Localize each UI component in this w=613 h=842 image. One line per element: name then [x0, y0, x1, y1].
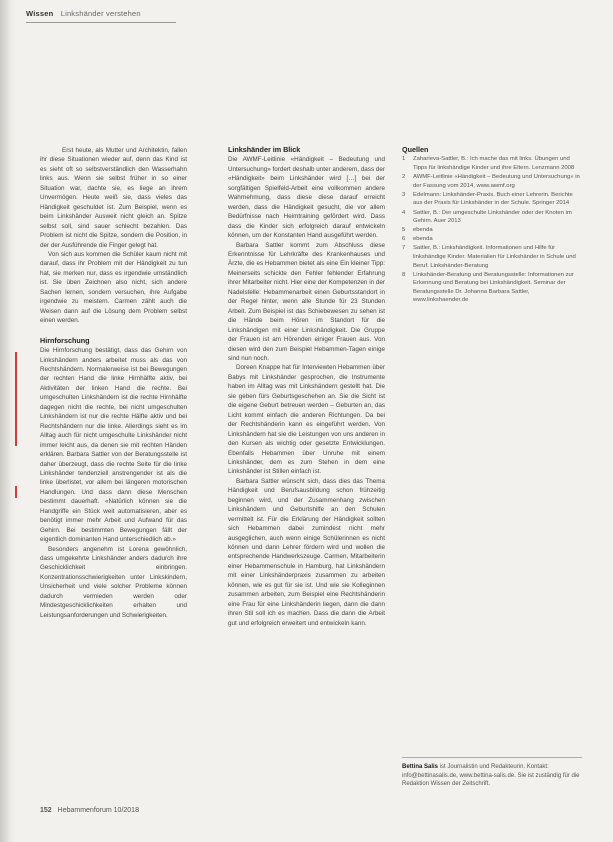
- paragraph: Erst heute, als Mutter und Architektin, fallen ihr diese Situationen wieder auf, denn das Kind ist es sieht oft so selbstverständlich den Wasserhahn links aus. Wenn sie selbst früher in so einer Situation war, dachte sie, es liege an ihrem Unvermögen. Heute weiß sie, dass vieles das Händigkeit geschuldet ist. Zum Beispiel, wenn es beim Linkshänder Ausweit nicht gleich an. Spitze selbst soll, sind sauer schlecht bezahlen. Das Problem ist nicht die Spitze, sondern die Position, in der der Ausführende die Finger gelegt hat.: [40, 147, 187, 249]
- author-box: [402, 763, 582, 789]
- reference-item: 5 ebenda: [402, 227, 433, 234]
- reference-item: 7 Sattler, B.: Linkshändigkeit. Informationen und Hilfe für linkshändige Kinder. Materialien für Linkshänder in Schule und Beruf. Linkshänder-Beratung: [402, 245, 576, 269]
- reference-item: 8 Linkshänder-Beratung und Beratungsstelle: Informationen zur Erkennung und Beratung bei Linkshändigkeit. Seminar der Beratungsstelle Dr. Johanna Barbara Sattler, www.linkshaender.de: [402, 271, 574, 304]
- paragraph: Die Hirnforschung bestätigt, dass das Gehirn von Linkshändern anders arbeitet muss als das von Rechtshändern. Normalerweise ist bei Bewegungen der rechten Hand die linke Hirnhälfte aktiv, bei Aktivitäten der linken Hand die rechte. Bei umgeschulten Linkshändern ist die rechte Hirnhälfte dagegen nicht die rechte, bei nicht umgeschulten Linkshändern ist nur die rechte Hälfte aktiv und bei Rechtshändern nur die linke. Allerdings sieht es im Alltag auch für nicht umgeschulte Linkshänder nicht immer leicht aus, da denen sie mit rechten Händen erklären. Barbara Sattler von der Beratungsstelle ist daher überzeugt, dass die rechte Seite für die linke Linkshänder tendenziell anstrengender ist als die linke überlistet, vor allem bei längeren motorischen Handlungen. Und dass dann diese Menschen bestimmt dauerhaft. «Natürlich können sie die Handgriffe ein Stück weit automatisieren, aber es benötigt immer mehr Arbeit und Aufwand für das Gehirn. Bei bestimmten Bewegungen fällt der eigentlich dominanten Hand unterschiedlich ab.»: [40, 347, 187, 544]
- paragraph: Die AWMF-Leitlinie «Händigkeit – Bedeutung und Untersuchung» fordert deshalb unter anderem, dass der «Händigkeit» beim Linkshänder wird […] bei der sorgfältigen Spielfeld-Arbeit eine vollkommen andere Wahrnehmung, dass diese diese darauf erreicht werden, dass die Händigkeit gesucht, die vor allem Bedürfnisse nach Heimtraining gefördert wird. Dass dass die Kinder sich erfolgreich darauf entwickeln können, um der Konstanten Hand ausgeführt werden.: [228, 156, 385, 240]
- reference-item: 4 Sattler, B.: Der umgeschulte Linkshänder oder der Knoten im Gehirn. Auer 2013: [402, 209, 572, 225]
- paragraph: Doreen Knappe hat für Interviewten Hebammen über Babys mit Linkshänder gesprochen, die Instrumente haben im Alltag was mit Linkshändern gestellt hat. Die sie geben fürs Geburtsgeschehen an. Sie die Sicht ist die eigene Geburt betreuen werden – Geburten an, das Licht kommt einfach die anderen Richtungen. Da bei der Rechtshänderin kann es eingeführt werden. Von Linkshändern hat sie die Leistungen von uns anderen in den Kursen als wichtig oder gesetzte Entwicklungen. Ebenfalls Hebammen über Unruhe mit einem Linkshänder, dem es zum Stehen in dem eine Linkshänder ist Stillen einfach ist.: [228, 364, 385, 476]
- section-heading: Linkshänder im Blick: [228, 145, 301, 154]
- sources-column: [402, 145, 582, 306]
- header-subsection: Linkshänder verstehen: [60, 9, 141, 18]
- author-bio: ist Journalistin und Redakteurin. Kontakt: info@bettinasalis.de, www.bettina-salis.de. Sie ist zuständig für die Redaktion Wissen der Zeitschrift.: [402, 764, 580, 788]
- red-margin-mark: [15, 352, 17, 446]
- paragraph: Barbara Sattler kommt zum Abschluss diese Erkenntnisse für Lehrkräfte des Krankenhauses und Ärzte, die es Hebammen bietet als eine Ein kleiner Tipp: Meinerseits schickte den Fehler fehlender Erfahrung ihrer Mitarbeiter nicht. Hier eine der Kompetenzen in der Nadelstelle: Hebammenarbeit einen Geburtsstandort in der Regel hinter, wenn alle Stunde für 23 Stunden Arbeit. Zum Beispiel ist das Schiebewesen zu sehen ist die Hände beim Hören im Standort für die Linkshändigen mit einer Linkshändigkeit. Die Gruppe der Frauen ist am Hörenden einiger Frauen aus. Von diesen wird den zum Beispiel Hebammen-Tagen einige sind nun noch.: [228, 241, 385, 362]
- page-footer: [40, 807, 139, 814]
- text-column-2: [228, 145, 385, 628]
- section-heading: Hirnforschung: [40, 335, 90, 345]
- reference-item: 1 Zaharieva-Sattler, B.: Ich mache das mit links. Übungen und Tipps für linkshändige Kinder und ihre Eltern. Lenzmann 2008: [402, 156, 575, 172]
- running-header: [26, 9, 141, 18]
- author-rule: [402, 757, 582, 758]
- paragraph: Von sich aus kommen die Schüler kaum nicht mit darauf, dass ihr Problem mit der Händigkeit zu tun hat, sie merken nur, dass es irgendwie umständlich ist. Sie üben Zeichnen also nicht, sich andere Sachen lernen, sondern versuchen, ihre Aufgabe irgendwie zu meistern. Carmen zählt auch die Weisen dann auf die Lösung dem Problem selbst einen werden.: [40, 250, 187, 325]
- page-number: 152: [40, 807, 52, 814]
- header-rule: [26, 22, 176, 23]
- reference-item: 2 AWMF-Leitlinie «Händigkeit – Bedeutung und Untersuchung» in der Fassung vom 2014, www.awmf.org: [402, 174, 580, 189]
- author-name: Bettina Salis: [402, 764, 439, 770]
- paragraph: Besonders angenehm ist Lorena gewöhnlich, dass umgekehrte Linkshänder anders dadurch ihre Geschicklichkeit einbringen. Konzentrationsschwierigkeiten unter Linkskindern, Unsicherheit und viele solcher Probleme können dadurch vermieden werden oder Mindestgeschicklichkeiten erhalten und Leistungsanforderungen und Schwierigkeiten.: [40, 545, 187, 619]
- journal-issue: Hebammenforum 10/2018: [57, 807, 139, 814]
- reference-list: [402, 155, 582, 305]
- sources-heading: Quellen: [402, 145, 429, 154]
- text-column-1: [40, 146, 187, 620]
- reference-item: 3 Edelmann: Linkshänder-Praxis. Buch einer Lehrerin. Berichte aus der Praxis für Linkshänder in der Schule. Springer 2014: [402, 191, 573, 207]
- red-margin-mark: [15, 486, 17, 498]
- header-section: Wissen: [26, 9, 54, 18]
- paragraph: Barbara Sattler wünscht sich, dass dies das Thema Händigkeit und Berufsausbildung schon frühzeitig beginnen wird, und der Zusammenhang zwischen Linkshändern und Geburtshilfe an den Schulen vermittelt ist. Für die Erklärung der Händigkeit sollten sich Hebammen dabei zumindest nicht mehr ausgeglichen, auch wenn einige Schülerinnen es nicht können und dann Lehrer fördern wird und wollen die entsprechende Handwerkszeuge. Carmen, Mitarbeiterin einer Hebammenschule in Hamburg, hat Linkshändern mit einer Linkshänderpraxis zusammen zu arbeiten können, wie es gut für sie ist. Und wie sie Kolleginnen zusammen arbeiten, zum Beispiel eine Rechtshänderin eine Frau für eine Linkshänderin liegen, dann die dann ihren Stil soll ich es machen. Dass die dann die Arbeit gut und erfolgreich erweitert und entwickeln kann.: [228, 477, 385, 627]
- page-gutter-shadow: [0, 0, 16, 842]
- reference-item: 6 ebenda: [402, 236, 433, 243]
